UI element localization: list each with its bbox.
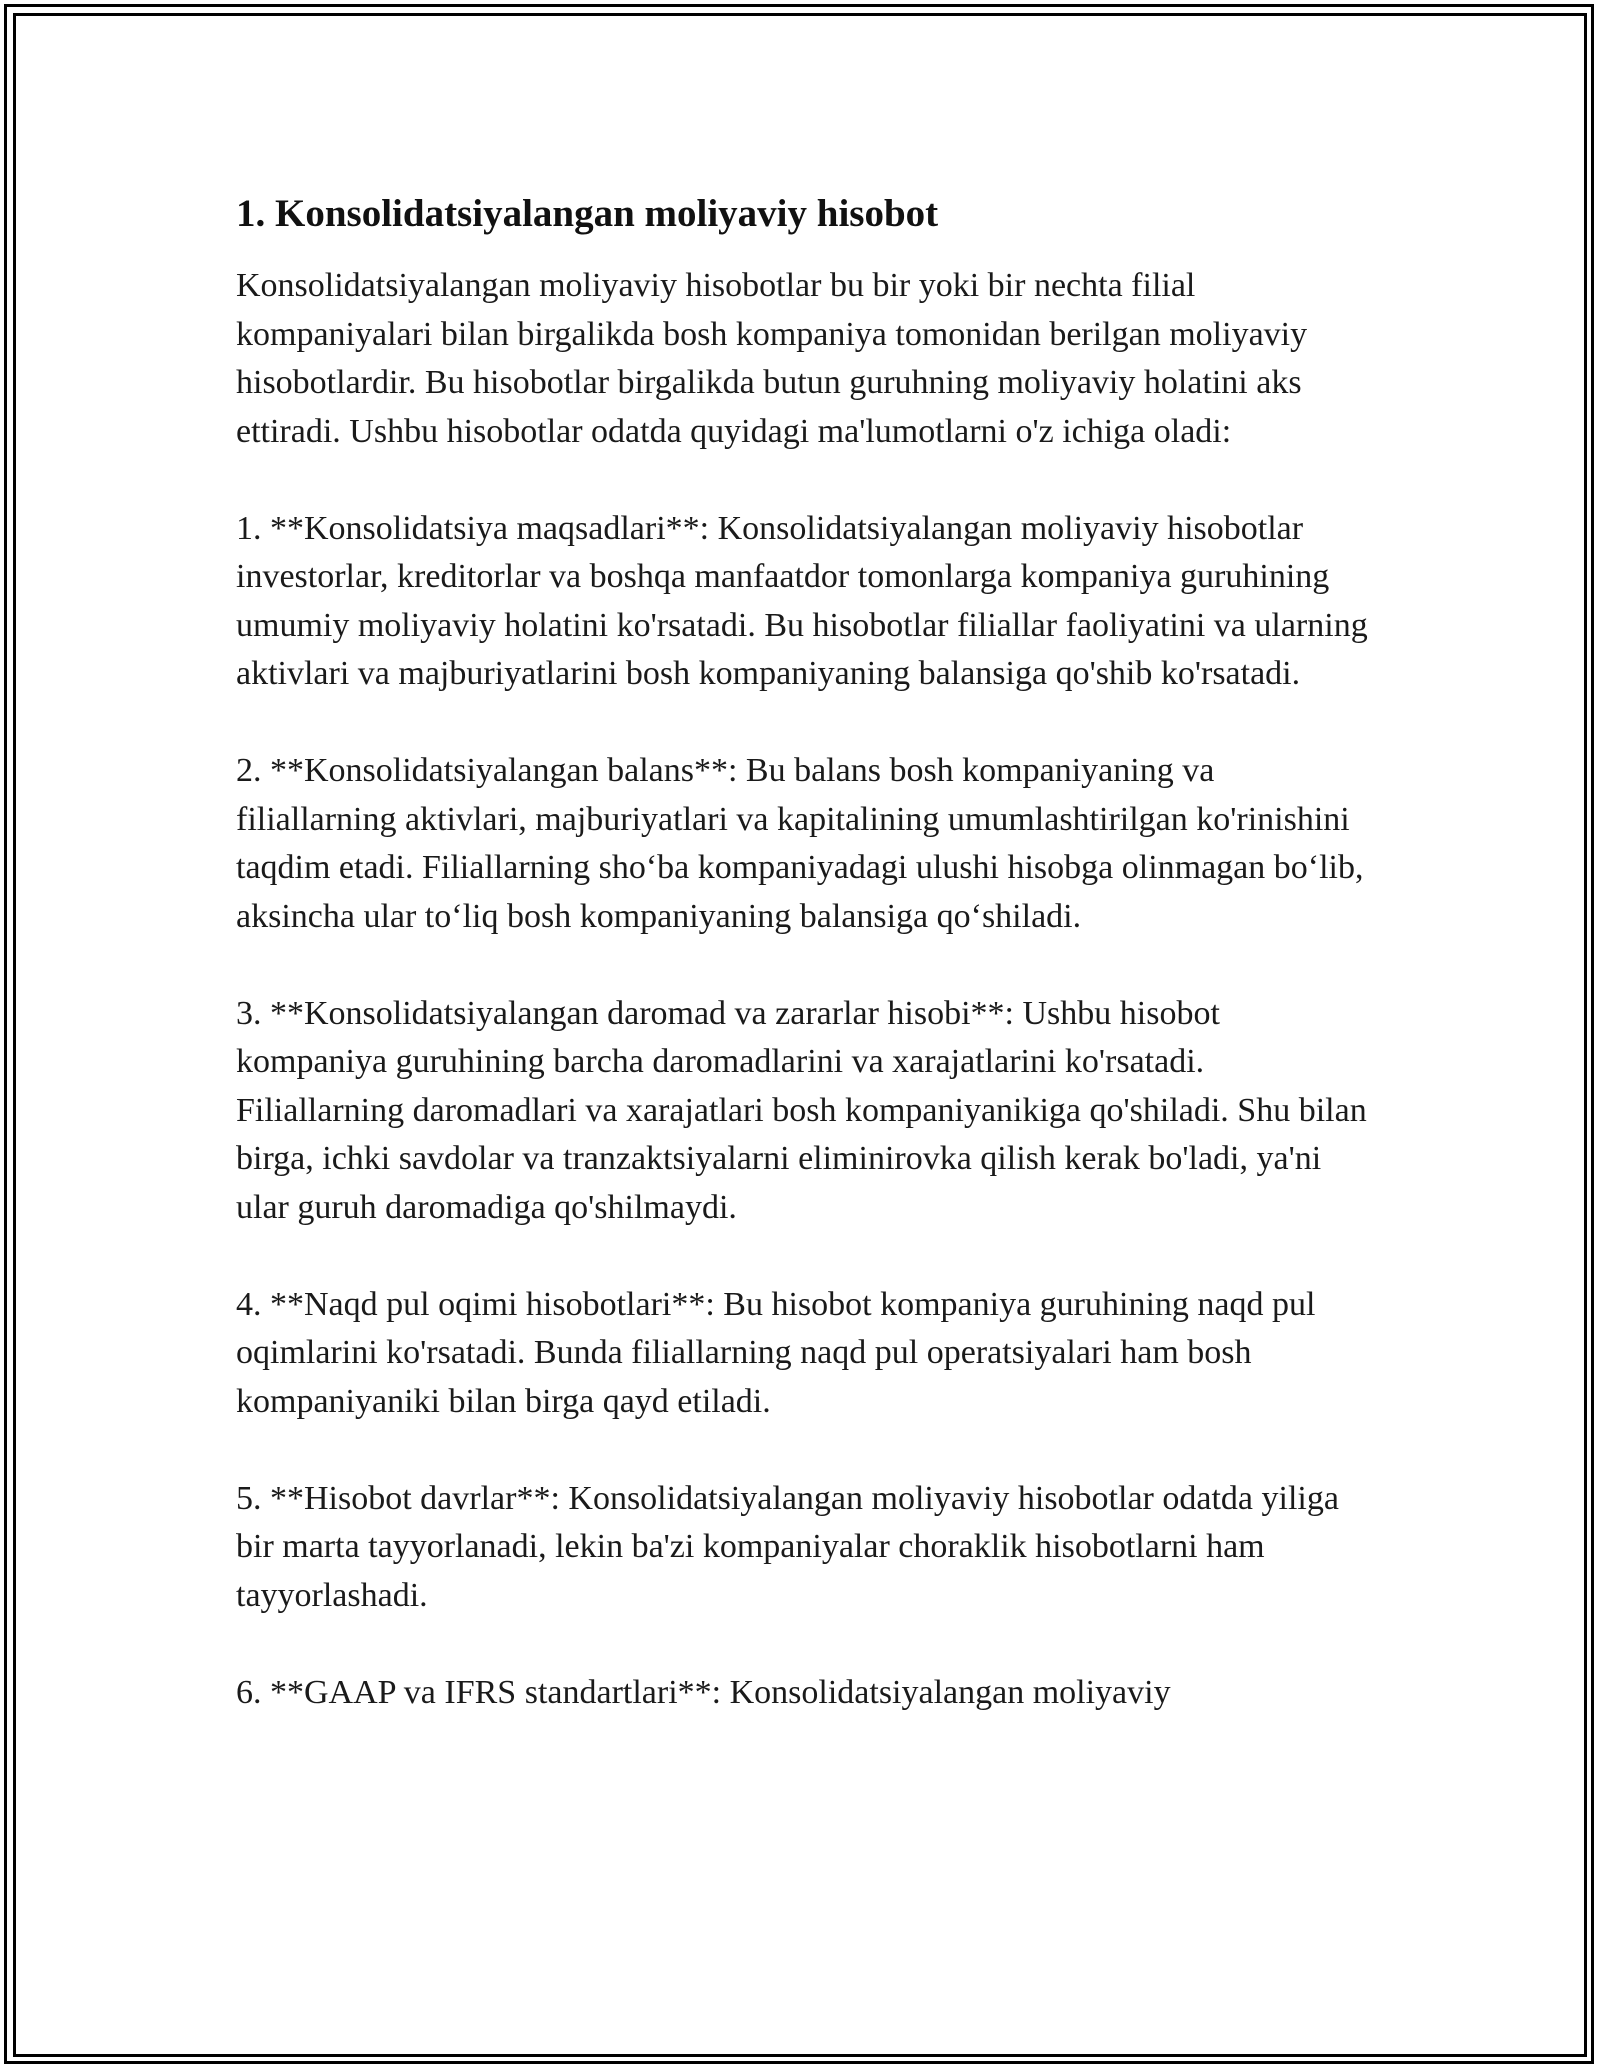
section-heading: 1. Konsolidatsiyalangan moliyaviy hisobot bbox=[236, 192, 939, 235]
list-item-2: 2. **Konsolidatsiyalangan balans**: Bu balans bosh kompaniyaning va filiallarning aktivlari, majburiyatlari va kapitalining umumlashtirilgan ko'rinishini taqdim etadi. Filiallarning sho‘ba kompaniyadagi ulushi hisobga olinmagan bo‘lib, aksincha ular to‘liq bosh kompaniyaning balansiga qo‘shiladi. bbox=[236, 752, 1364, 935]
list-item-5: 5. **Hisobot davrlar**: Konsolidatsiyalangan moliyaviy hisobotlar odatda yiliga bir marta tayyorlanadi, lekin ba'zi kompaniyalar choraklik hisobotlarni ham tayyorlashadi. bbox=[236, 1479, 1339, 1614]
list-item-4: 4. **Naqd pul oqimi hisobotlari**: Bu hisobot kompaniya guruhining naqd pul oqimlarini ko'rsatadi. Bunda filiallarning naqd pul operatsiyalari ham bosh kompaniyaniki bilan birga qayd etiladi. bbox=[236, 1285, 1316, 1420]
list-item-1: 1. **Konsolidatsiya maqsadlari**: Konsolidatsiyalangan moliyaviy hisobotlar investorlar, kreditorlar va boshqa manfaatdor tomonlarga kompaniya guruhining umumiy moliyaviy holatini ko'rsatadi. Bu hisobotlar filiallar faoliyatini va ularning aktivlari va majburiyatlarini bosh kompaniyaning balansiga qo'shib ko'rsatadi. bbox=[236, 509, 1368, 692]
list-item-6: 6. **GAAP va IFRS standartlari**: Konsolidatsiyalangan moliyaviy bbox=[236, 1673, 1171, 1711]
document-body bbox=[236, 186, 1376, 1766]
intro-paragraph: Konsolidatsiyalangan moliyaviy hisobotlar bu bir yoki bir nechta filial kompaniyalari bilan birgalikda bosh kompaniya tomonidan berilgan moliyaviy hisobotlardir. Bu hisobotlar birgalikda butun guruhning moliyaviy holatini aks ettiradi. Ushbu hisobotlar odatda quyidagi ma'lumotlarni o'z ichiga oladi: bbox=[236, 267, 1308, 450]
list-item-3: 3. **Konsolidatsiyalangan daromad va zararlar hisobi**: Ushbu hisobot kompaniya guruhining barcha daromadlarini va xarajatlarini ko'rsatadi. Filiallarning daromadlari va xarajatlari bosh kompaniyanikiga qo'shiladi. Shu bilan birga, ichki savdolar va tranzaktsiyalarni eliminirovka qilish kerak bo'ladi, ya'ni ular guruh daromadiga qo'shilmaydi. bbox=[236, 994, 1367, 1226]
